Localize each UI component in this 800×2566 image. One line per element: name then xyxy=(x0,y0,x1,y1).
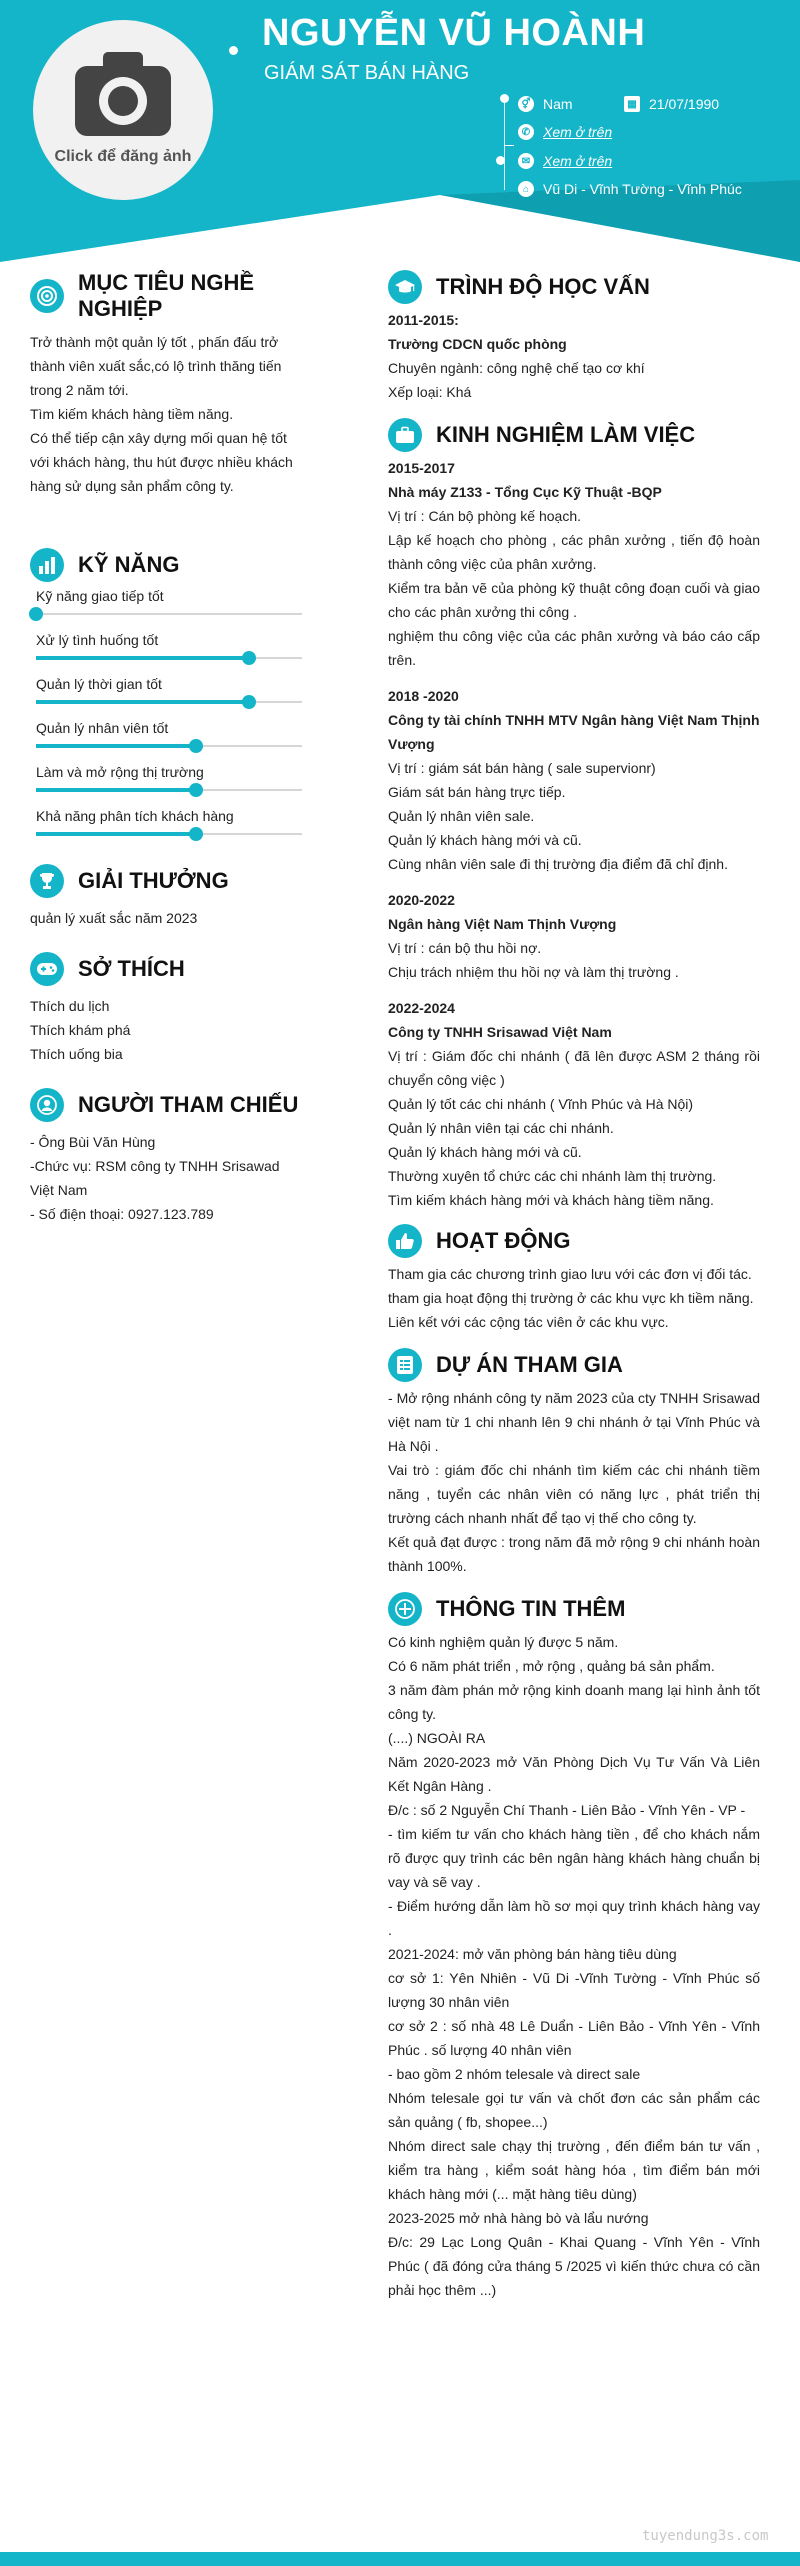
reference-line: -Chức vụ: RSM công ty TNHH Srisawad Việt Nam xyxy=(30,1158,280,1198)
skill-level-knob xyxy=(242,695,256,709)
briefcase-icon xyxy=(388,418,422,452)
watermark: tuyendung3s.com xyxy=(642,2528,769,2544)
right-column xyxy=(388,270,760,2312)
email-field[interactable]: ✉ Xem ở trên xyxy=(518,153,612,169)
awards-title: GIẢI THƯỞNG xyxy=(78,868,229,893)
skill-level-fill xyxy=(36,656,249,660)
hobbies-section xyxy=(30,952,302,1066)
skill-item xyxy=(30,674,302,710)
job-detail-line: Cùng nhân viên sale đi thị trường địa điểm đã chỉ định. xyxy=(388,856,728,872)
timeline-dot xyxy=(229,46,238,55)
activities-title: HOẠT ĐỘNG xyxy=(436,1228,571,1253)
activity-line: Liên kết với các cộng tác viên ở các khu vực. xyxy=(388,1314,669,1330)
job-detail-line: nghiệm thu công việc của các phân xưởng và báo cáo cấp trên. xyxy=(388,628,760,668)
job-detail-line: Tìm kiếm khách hàng mới và khách hàng tiềm năng. xyxy=(388,1192,714,1208)
user-icon xyxy=(30,1088,64,1122)
education-period: 2011-2015: xyxy=(388,312,459,328)
hobbies-title: SỞ THÍCH xyxy=(78,956,185,981)
hobby-item: Thích khám phá xyxy=(30,1022,131,1038)
birthday-field: ▦ 21/07/1990 xyxy=(624,96,719,112)
skill-level-fill xyxy=(36,700,249,704)
skill-level-slider xyxy=(30,826,302,842)
education-section xyxy=(388,270,760,404)
job-detail-line: Thường xuyên tổ chức các chi nhánh làm thị trường. xyxy=(388,1168,717,1184)
avatar-upload[interactable] xyxy=(33,20,213,200)
more-info-line: 3 năm đàm phán mở rộng kinh doanh mang lại hình ảnh tốt công ty. xyxy=(388,1682,760,1722)
skill-level-slider xyxy=(30,650,302,666)
award-item: quản lý xuất sắc năm 2023 xyxy=(30,910,198,926)
references-section xyxy=(30,1088,302,1226)
job-period: 2018 -2020 xyxy=(388,688,459,704)
job-detail-line: Vị trí : cán bộ thu hồi nợ. xyxy=(388,940,542,956)
phone-field[interactable]: ✆ Xem ở trên xyxy=(518,124,612,140)
job-detail-line: Vị trí : Giám đốc chi nhánh ( đã lên được ASM 2 tháng rồi chuyển công việc ) xyxy=(388,1048,760,1088)
job-title: GIÁM SÁT BÁN HÀNG xyxy=(264,62,470,84)
projects-section xyxy=(388,1348,760,1578)
skill-item xyxy=(30,630,302,666)
job-detail-line: Chịu trách nhiệm thu hồi nợ và làm thị trường . xyxy=(388,964,679,980)
job-detail-line: Quản lý tốt các chi nhánh ( Vĩnh Phúc và Hà Nội) xyxy=(388,1096,694,1112)
skill-label: Quản lý thời gian tốt xyxy=(36,676,162,692)
skill-label: Kỹ năng giao tiếp tốt xyxy=(36,588,164,604)
activity-line: Tham gia các chương trình giao lưu với các đơn vị đối tác. xyxy=(388,1266,752,1282)
more-info-line: cơ sở 1: Yên Nhiên - Vũ Di -Vĩnh Tường - Vĩnh Phúc số lượng 30 nhân viên xyxy=(388,1970,760,2010)
job-detail-line: Lập kế hoạch cho phòng , các phân xưởng , tiến độ hoàn thành công việc của phân xưởng. xyxy=(388,532,760,572)
experience-title: KINH NGHIỆM LÀM VIỆC xyxy=(436,422,696,447)
more-info-line: Nhóm direct sale chạy thị trường , đến điểm bán tư vấn , kiểm tra hàng , kiểm soát hàng hóa , tìm điểm bán mới khách hàng mới (... mặt hàng tiêu dùng) xyxy=(388,2138,760,2202)
job-detail-line: Quản lý khách hàng mới và cũ. xyxy=(388,1144,582,1160)
experience-section xyxy=(388,418,760,1212)
skill-label: Làm và mở rộng thị trường xyxy=(36,764,204,780)
job-period: 2015-2017 xyxy=(388,460,455,476)
skill-level-knob xyxy=(29,607,43,621)
skill-item xyxy=(30,762,302,798)
plus-icon xyxy=(388,1592,422,1626)
more-info-line: Đ/c : số 2 Nguyễn Chí Thanh - Liên Bảo - Vĩnh Yên - VP - xyxy=(388,1802,746,1818)
project-line: - Mở rộng nhánh công ty năm 2023 của cty TNHH Srisawad việt nam từ 1 chi nhanh lên 9 chi nhánh ở tại Vĩnh Phúc và Hà Nội . xyxy=(388,1390,760,1454)
school-name: Trường CDCN quốc phòng xyxy=(388,336,567,352)
skill-label: Khả năng phân tích khách hàng xyxy=(36,808,234,824)
footer-bar xyxy=(0,2552,800,2566)
full-name: NGUYỄN VŨ HOÀNH xyxy=(262,12,646,54)
more-info-line: - tìm kiếm tư vấn cho khách hàng tiền , để cho khách nắm rõ được quy trình các bên ngân hàng khách hàng chuẩn bị vay và sẽ vay . xyxy=(388,1826,760,1890)
skill-item xyxy=(30,718,302,754)
bar-chart-icon xyxy=(30,548,64,582)
thumbs-up-icon xyxy=(388,1224,422,1258)
more-info-line: 2023-2025 mở nhà hàng bò và lẩu nướng xyxy=(388,2210,649,2226)
hobby-item: Thích uống bia xyxy=(30,1046,123,1062)
job-period: 2020-2022 xyxy=(388,892,455,908)
job-detail-line: Quản lý nhân viên sale. xyxy=(388,808,535,824)
job-company: Công ty tài chính TNHH MTV Ngân hàng Việt Nam Thịnh Vượng xyxy=(388,712,760,752)
project-line: Vai trò : giám đốc chi nhánh tìm kiếm các chi nhánh tiềm năng , tuyển các nhân viên có năng lực , phát triển thị trường cách nhanh nhất để tạo vị thế cho công ty. xyxy=(388,1462,760,1526)
activity-line: tham gia hoạt động thị trường ở các khu vực kh tiềm năng. xyxy=(388,1290,754,1306)
skill-level-fill xyxy=(36,832,196,836)
references-title: NGƯỜI THAM CHIẾU xyxy=(78,1092,299,1117)
more-info-line: (....) NGOÀI RA xyxy=(388,1730,486,1746)
objective-section xyxy=(30,270,302,498)
target-icon xyxy=(30,279,64,313)
camera-icon xyxy=(75,48,171,138)
projects-title: DỰ ÁN THAM GIA xyxy=(436,1352,623,1377)
job-entry xyxy=(388,996,760,1212)
education-title: TRÌNH ĐỘ HỌC VẤN xyxy=(436,274,650,299)
project-line: Kết quả đạt được : trong năm đã mở rộng 9 chi nhánh hoàn thành 100%. xyxy=(388,1534,760,1574)
checklist-icon xyxy=(388,1348,422,1382)
job-detail-line: Kiểm tra bản vẽ của phòng kỹ thuật công đoạn cuối và giao cho các phân xưởng thi công . xyxy=(388,580,760,620)
phone-icon: ✆ xyxy=(518,124,534,140)
job-company: Nhà máy Z133 - Tổng Cục Kỹ Thuật -BQP xyxy=(388,484,662,500)
skill-level-fill xyxy=(36,744,196,748)
reference-line: - Ông Bùi Văn Hùng xyxy=(30,1134,156,1150)
job-period: 2022-2024 xyxy=(388,1000,455,1016)
calendar-icon: ▦ xyxy=(624,96,640,112)
more-info-line: 2021-2024: mở văn phòng bán hàng tiêu dùng xyxy=(388,1946,677,1962)
skill-item xyxy=(30,806,302,842)
more-info-line: Nhóm telesale gọi tư vấn và chốt đơn các sản phẩm các sản quảng ( fb, shopee...) xyxy=(388,2090,760,2130)
contact-dot xyxy=(500,94,509,103)
avatar-caption: Click để đăng ảnh xyxy=(54,148,192,165)
more-info-line: Có kinh nghiệm quản lý được 5 năm. xyxy=(388,1634,619,1650)
skill-label: Xử lý tình huống tốt xyxy=(36,632,159,648)
job-entry xyxy=(388,456,760,672)
address-field: ⌂ Vũ Di - Vĩnh Tường - Vĩnh Phúc xyxy=(518,181,742,197)
skill-level-knob xyxy=(189,783,203,797)
gender-icon: ⚥ xyxy=(518,96,534,112)
trophy-icon xyxy=(30,864,64,898)
objective-line: Tìm kiếm khách hàng tiềm năng. xyxy=(30,406,234,422)
job-detail-line: Giám sát bán hàng trực tiếp. xyxy=(388,784,566,800)
graduation-cap-icon xyxy=(388,270,422,304)
job-entry xyxy=(388,888,760,984)
skill-level-knob xyxy=(189,827,203,841)
skill-label: Quản lý nhân viên tốt xyxy=(36,720,169,736)
reference-line: - Số điện thoại: 0927.123.789 xyxy=(30,1206,214,1222)
education-rank: Xếp loại: Khá xyxy=(388,384,472,400)
job-detail-line: Vị trí : Cán bộ phòng kế hoạch. xyxy=(388,508,582,524)
skills-section xyxy=(30,548,302,842)
more-info-line: Đ/c: 29 Lạc Long Quân - Khai Quang - Vĩnh Yên - Vĩnh Phúc ( đã đóng cửa tháng 5 /2025 vì kiến thức chưa có cần phải học thêm ...) xyxy=(388,2234,760,2298)
job-detail-line: Quản lý nhân viên tại các chi nhánh. xyxy=(388,1120,614,1136)
education-major: Chuyên ngành: công nghệ chế tạo cơ khí xyxy=(388,360,645,376)
skill-level-knob xyxy=(242,651,256,665)
skill-item xyxy=(30,586,302,622)
skill-level-slider xyxy=(30,694,302,710)
activities-section xyxy=(388,1224,760,1334)
more-info-title: THÔNG TIN THÊM xyxy=(436,1596,626,1621)
gamepad-icon xyxy=(30,952,64,986)
hobby-item: Thích du lịch xyxy=(30,998,110,1014)
skill-level-fill xyxy=(36,788,196,792)
more-info-section xyxy=(388,1592,760,2302)
job-detail-line: Quản lý khách hàng mới và cũ. xyxy=(388,832,582,848)
cv-header xyxy=(0,0,800,262)
more-info-line: - Điểm hướng dẫn làm hồ sơ mọi quy trình khách hàng vay . xyxy=(388,1898,760,1938)
objective-line: Có thể tiếp cận xây dựng mối quan hệ tốt với khách hàng, thu hút được nhiều khách hàng sử dụng sản phẩm công ty. xyxy=(30,430,293,494)
gender-field: ⚥ Nam xyxy=(518,96,573,112)
skill-level-slider xyxy=(30,738,302,754)
more-info-line: Năm 2020-2023 mở Văn Phòng Dịch Vụ Tư Vấn Và Liên Kết Ngân Hàng . xyxy=(388,1754,760,1794)
more-info-line: - bao gồm 2 nhóm telesale và direct sale xyxy=(388,2066,641,2082)
job-company: Ngân hàng Việt Nam Thịnh Vượng xyxy=(388,916,617,932)
left-column xyxy=(30,270,302,1236)
job-company: Công ty TNHH Srisawad Việt Nam xyxy=(388,1024,612,1040)
home-icon: ⌂ xyxy=(518,181,534,197)
skill-level-slider xyxy=(30,782,302,798)
email-icon: ✉ xyxy=(518,153,534,169)
skill-level-slider xyxy=(30,606,302,622)
job-entry xyxy=(388,684,760,876)
job-detail-line: Vị trí : giám sát bán hàng ( sale supervionr) xyxy=(388,760,656,776)
contact-dot xyxy=(496,156,505,165)
skill-level-knob xyxy=(189,739,203,753)
objective-title: MỤC TIÊU NGHỀ NGHIỆP xyxy=(78,270,254,321)
contact-tick xyxy=(504,145,514,146)
awards-section xyxy=(30,864,302,930)
more-info-line: Có 6 năm phát triển , mở rộng , quảng bá sản phẩm. xyxy=(388,1658,715,1674)
more-info-line: cơ sở 2 : số nhà 48 Lê Duẩn - Liên Bảo - Vĩnh Yên - Vĩnh Phúc . số lượng 40 nhân viên xyxy=(388,2018,760,2058)
skills-title: KỸ NĂNG xyxy=(78,552,180,577)
contact-divider xyxy=(504,98,505,190)
objective-line: Trở thành một quản lý tốt , phấn đấu trở thành viên xuất sắc,có lộ trình thăng tiến trong 2 năm tới. xyxy=(30,334,282,398)
